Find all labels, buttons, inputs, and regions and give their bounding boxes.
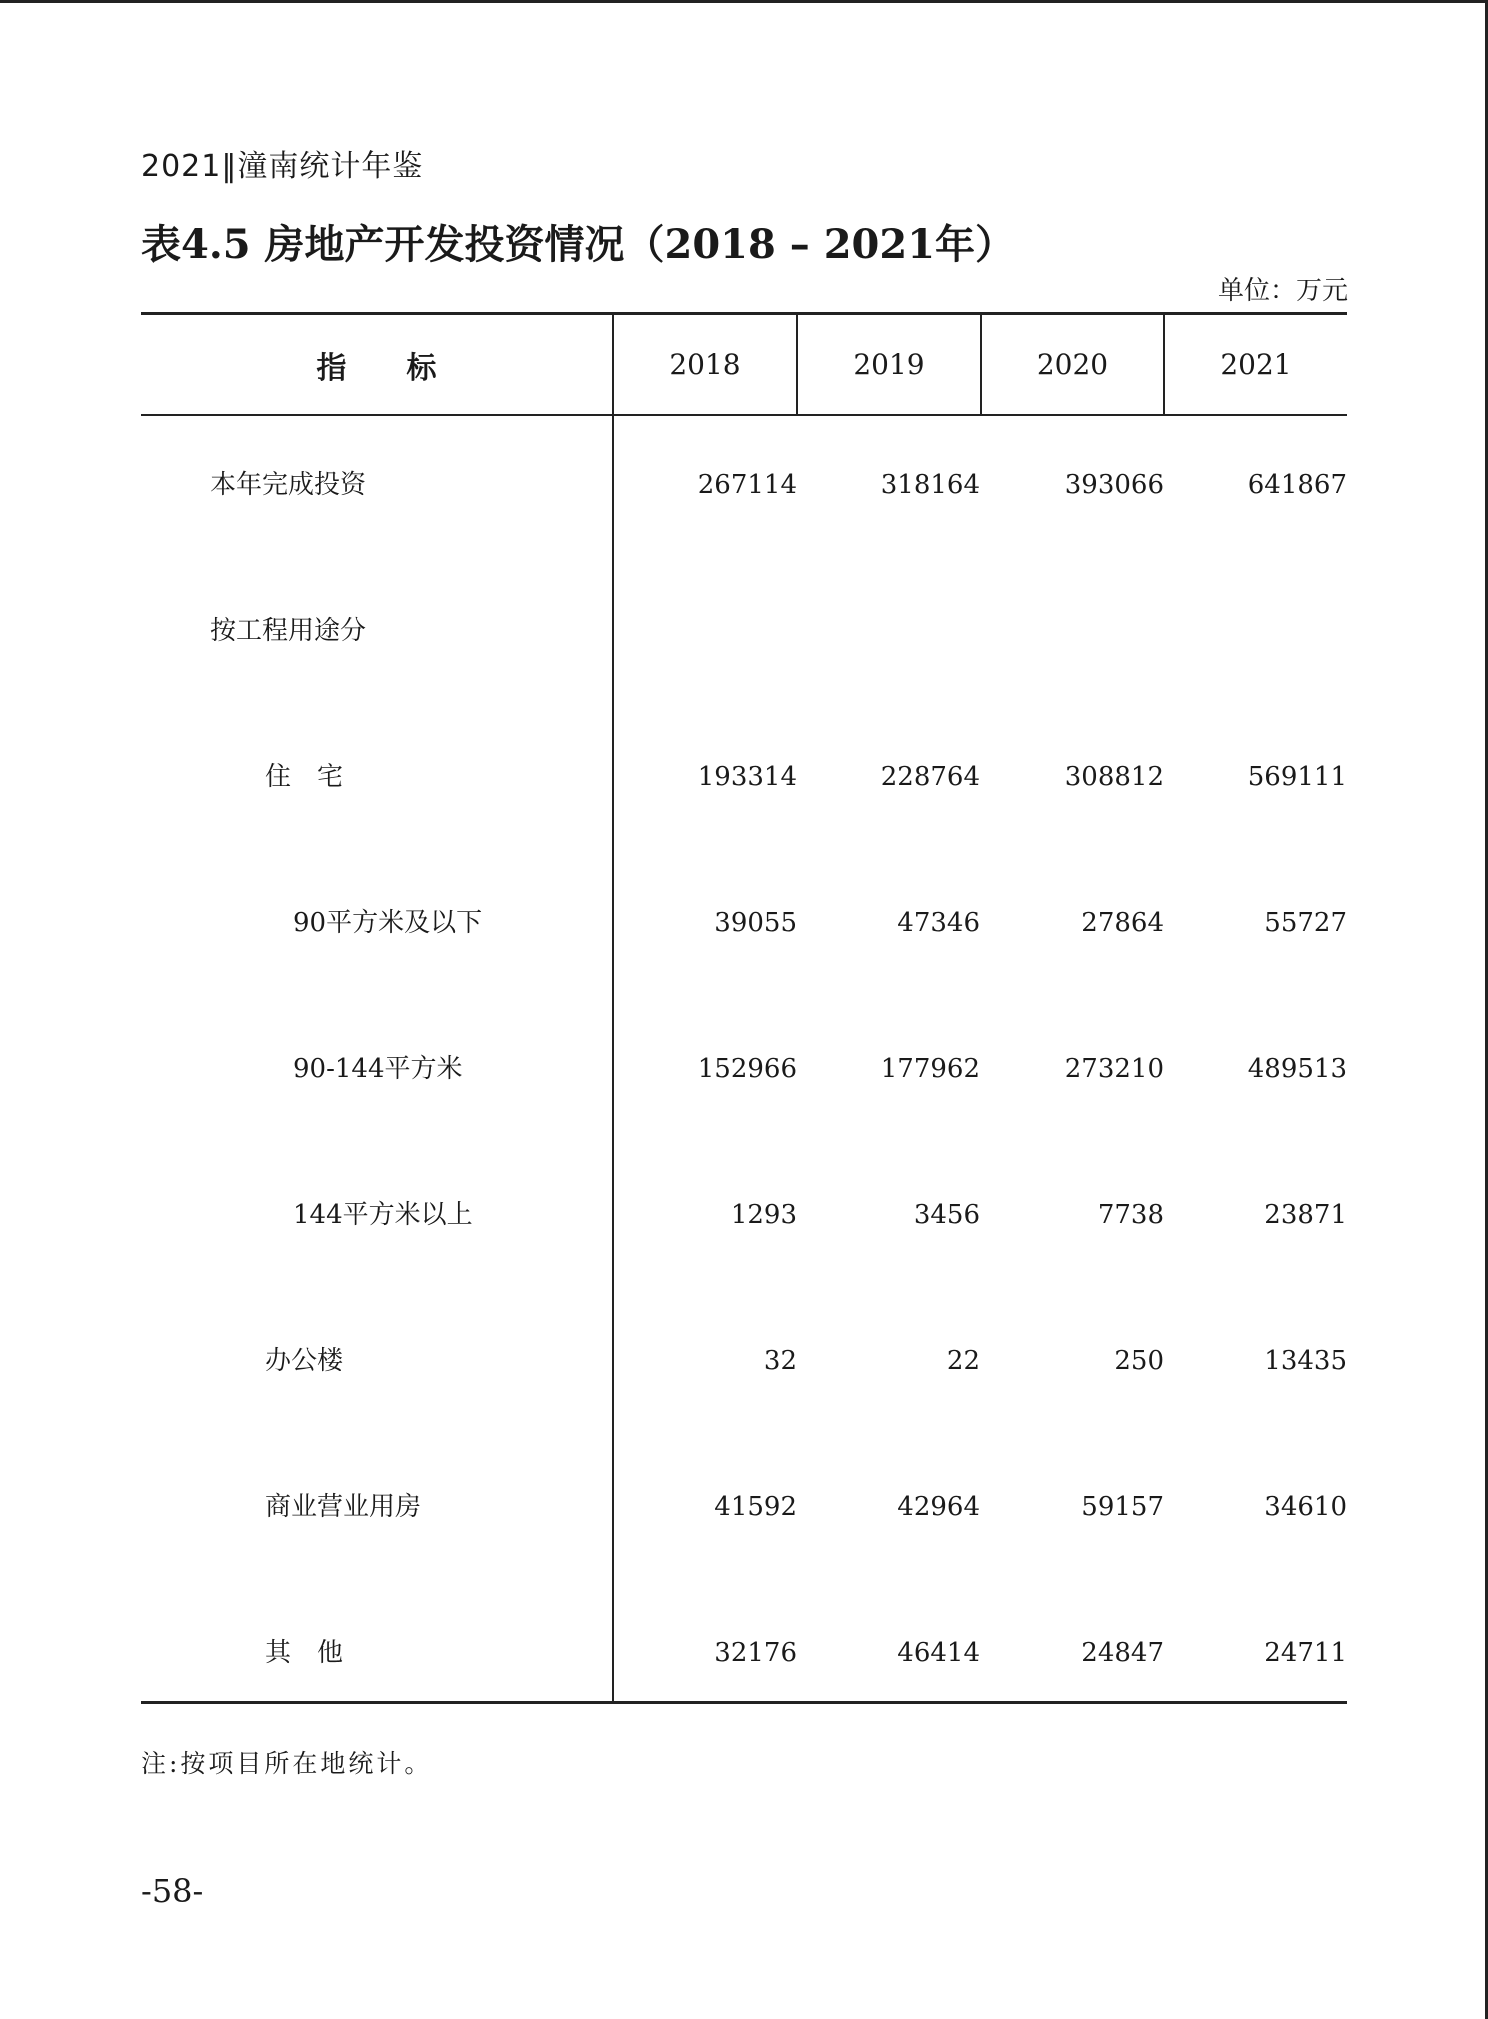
cell-value: 23871 — [1264, 1200, 1347, 1230]
year-header: 2019 — [853, 348, 925, 381]
cell-value: 7738 — [1097, 1200, 1164, 1230]
cell-value: 59157 — [1081, 1492, 1164, 1522]
cell-value: 41592 — [714, 1492, 797, 1522]
row-label: 144平方米以上 — [293, 1200, 473, 1230]
stub-header: 指 标 — [316, 350, 437, 386]
cell-value: 34610 — [1264, 1492, 1347, 1522]
table-row — [0, 1633, 1488, 1673]
cell-value: 55727 — [1264, 908, 1347, 938]
cell-value: 273210 — [1064, 1054, 1164, 1084]
row-label: 住 宅 — [265, 762, 344, 792]
table-row — [0, 1487, 1488, 1527]
table-row — [0, 757, 1488, 797]
row-label: 按工程用途分 — [210, 616, 367, 646]
cell-value: 24847 — [1081, 1638, 1164, 1668]
cell-value: 47346 — [897, 908, 980, 938]
table-row — [0, 611, 1488, 651]
cell-value: 177962 — [880, 1054, 980, 1084]
year-header: 2018 — [669, 348, 741, 381]
cell-value: 22 — [946, 1346, 980, 1376]
cell-value: 3456 — [913, 1200, 980, 1230]
year-header: 2020 — [1036, 348, 1109, 381]
cell-value: 641867 — [1247, 470, 1347, 500]
cell-value: 193314 — [697, 762, 797, 792]
cell-value: 308812 — [1064, 762, 1164, 792]
table-row — [0, 1195, 1488, 1235]
unit-label: 单位：万元 — [1217, 276, 1348, 306]
row-label: 其 他 — [265, 1638, 344, 1668]
table-row — [0, 903, 1488, 943]
cell-value: 13435 — [1264, 1346, 1347, 1376]
table-row — [0, 465, 1488, 505]
table-row — [0, 1049, 1488, 1089]
cell-value: 32 — [763, 1346, 797, 1376]
year-header: 2021 — [1220, 348, 1292, 381]
cell-value: 393066 — [1064, 470, 1164, 500]
row-label: 90平方米及以下 — [293, 908, 483, 938]
row-label: 办公楼 — [265, 1346, 344, 1376]
cell-value: 46414 — [897, 1638, 980, 1668]
cell-value: 27864 — [1081, 908, 1164, 938]
table-note: 注:按项目所在地统计。 — [141, 1749, 433, 1778]
cell-value: 32176 — [714, 1638, 797, 1668]
cell-value: 24711 — [1264, 1638, 1347, 1668]
cell-value: 489513 — [1247, 1054, 1347, 1084]
cell-value: 250 — [1114, 1346, 1164, 1376]
table-title: 表4.5 房地产开发投资情况（2018 – 2021年） — [141, 221, 1016, 268]
cell-value: 1293 — [730, 1200, 797, 1230]
cell-value: 152966 — [697, 1054, 797, 1084]
row-label: 本年完成投资 — [210, 470, 367, 500]
cell-value: 318164 — [880, 470, 980, 500]
cell-value: 42964 — [897, 1492, 980, 1522]
cell-value: 569111 — [1247, 762, 1347, 792]
cell-value: 39055 — [714, 908, 797, 938]
table-bottom-rule — [141, 1701, 1347, 1704]
cell-value: 228764 — [880, 762, 980, 792]
page-number: -58- — [141, 1872, 204, 1910]
page-border-top — [0, 0, 1488, 3]
row-label: 商业营业用房 — [265, 1492, 422, 1522]
table-row — [0, 1341, 1488, 1381]
running-header: 2021‖潼南统计年鉴 — [141, 149, 424, 184]
table-header-rule — [141, 414, 1347, 416]
cell-value: 267114 — [697, 470, 797, 500]
row-label: 90-144平方米 — [293, 1054, 463, 1084]
